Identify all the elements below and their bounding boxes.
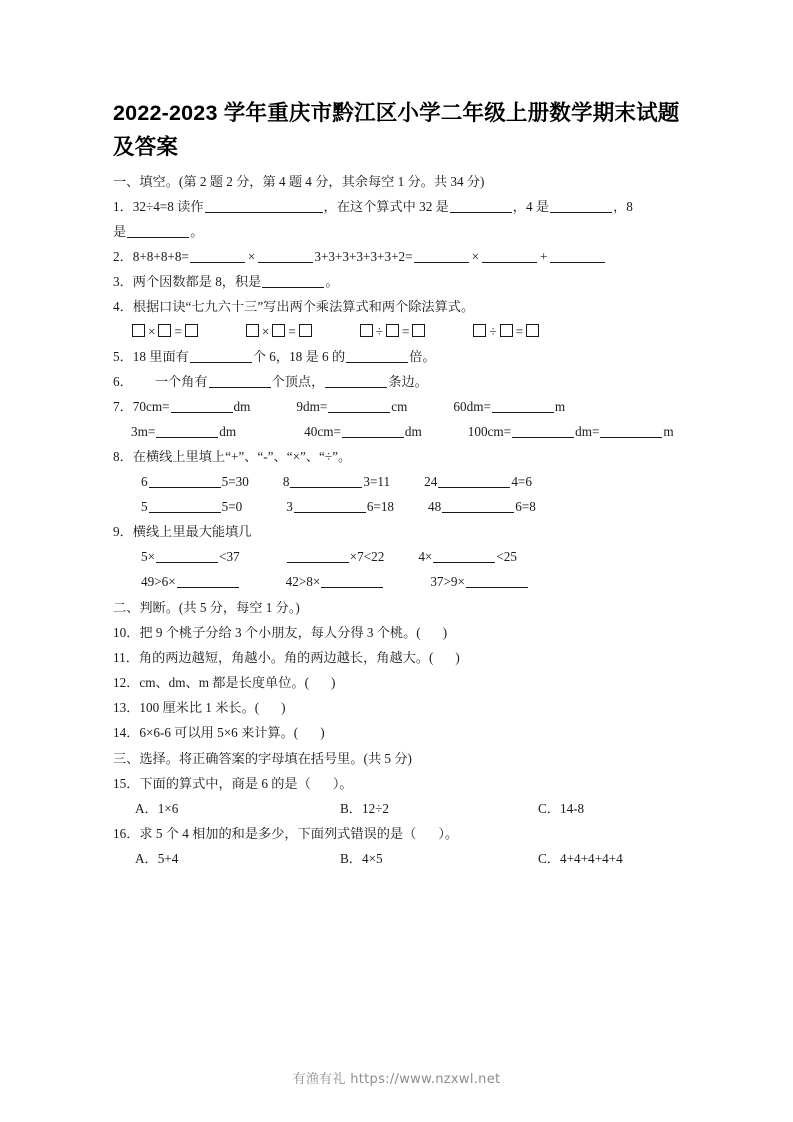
equals-symbol: = <box>174 324 182 339</box>
question-8-text: 在横线上里填上“+”、“-”、“×”、“÷”。 <box>132 449 352 464</box>
answer-box[interactable] <box>132 324 145 337</box>
answer-box[interactable] <box>412 324 425 337</box>
answer-blank[interactable] <box>321 575 383 588</box>
question-12-tail: ) <box>330 675 336 690</box>
question-15-tail: ）。 <box>332 776 353 791</box>
multiply-operator: × <box>247 249 256 264</box>
q8-r1-c2-left: 8 <box>282 474 290 489</box>
question-3-text-b: 。 <box>325 274 339 289</box>
box-equation-3[interactable] <box>359 324 427 339</box>
question-10-number: 10． <box>113 625 140 640</box>
answer-blank[interactable] <box>149 475 221 488</box>
option-b[interactable]: B．12÷2 <box>340 801 390 816</box>
answer-blank[interactable] <box>550 200 612 213</box>
question-1-text-e: 是 <box>113 224 127 239</box>
option-a[interactable]: A．5+4 <box>135 851 179 866</box>
q8-r2-c1-left: 5 <box>141 499 148 514</box>
q8-r2-c3-left: 48 <box>428 499 442 514</box>
option-a[interactable]: A．1×6 <box>135 801 179 816</box>
q7-r1-c1-left: 70cm= <box>132 399 170 414</box>
answer-box[interactable] <box>473 324 486 337</box>
question-16-tail: ）。 <box>438 826 459 841</box>
answer-blank[interactable] <box>294 500 366 513</box>
q9-r1-c3-right: <25 <box>496 549 517 564</box>
operator-symbol: ÷ <box>375 324 383 339</box>
q7-r2-c1-right: dm <box>219 424 237 439</box>
option-b[interactable]: B．4×5 <box>340 851 383 866</box>
box-equation-1[interactable] <box>131 324 199 339</box>
q8-r2-c3-right: 6=8 <box>515 499 536 514</box>
section-heading-fill-in-blank: 一、填空。(第 2 题 2 分，第 4 题 4 分，其余每空 1 分。共 34 分) <box>113 174 485 189</box>
answer-box[interactable] <box>246 324 259 337</box>
question-16-options <box>113 851 683 867</box>
equals-symbol: = <box>402 324 410 339</box>
question-11-text: 角的两边越短，角越小。角的两边越长，角越大。( <box>138 650 434 665</box>
answer-blank[interactable] <box>190 350 252 363</box>
answer-blank[interactable] <box>438 475 510 488</box>
answer-blank[interactable] <box>492 400 554 413</box>
question-1-number: 1． <box>113 199 133 214</box>
question-14-tail: ) <box>320 725 325 740</box>
question-11 <box>113 650 683 666</box>
answer-box[interactable] <box>500 324 513 337</box>
question-15-text: 下面的算式中，商是 6 的是（ <box>139 776 311 791</box>
q7-r1-c3-left: 60dm= <box>453 399 491 414</box>
question-13-text: 100 厘米比 1 米长。( <box>139 700 260 715</box>
answer-blank[interactable] <box>466 575 528 588</box>
answer-box[interactable] <box>299 324 312 337</box>
answer-blank[interactable] <box>190 250 245 263</box>
question-9 <box>113 524 683 540</box>
multiply-operator: × <box>471 249 479 264</box>
operator-symbol: ÷ <box>489 324 497 339</box>
q9-r1-c1-right: <37 <box>219 549 240 564</box>
question-11-tail: ) <box>455 650 460 665</box>
question-2 <box>113 249 683 265</box>
q8-r1-c2-right: 3=11 <box>363 474 391 489</box>
question-11-number: 11． <box>113 650 139 665</box>
question-1 <box>113 199 683 215</box>
answer-blank[interactable] <box>290 475 362 488</box>
question-14-text: 6×6-6 可以用 5×6 来计算。( <box>139 725 299 740</box>
question-5 <box>113 349 683 365</box>
question-6-number: 6． <box>113 374 133 389</box>
question-14 <box>113 725 683 741</box>
question-12-text: cm、dm、m 都是长度单位。( <box>139 675 309 690</box>
answer-blank[interactable] <box>177 575 239 588</box>
question-13-number: 13． <box>113 700 140 715</box>
q7-r2-c1-left: 3m= <box>131 424 156 439</box>
answer-blank[interactable] <box>156 550 218 563</box>
question-12-number: 12． <box>113 675 140 690</box>
question-1-text-f: 。 <box>190 224 204 239</box>
question-5-text-a: 18 里面有 <box>132 349 189 364</box>
question-6-text-b: 个顶点， <box>271 374 325 389</box>
answer-blank[interactable] <box>328 400 390 413</box>
footer-watermark <box>0 1068 793 1087</box>
q8-r1-c1-left: 6 <box>141 474 148 489</box>
answer-box[interactable] <box>360 324 373 337</box>
question-10-tail: ) <box>442 625 448 640</box>
answer-blank[interactable] <box>258 250 313 263</box>
q9-r2-c2-left: 42>8× <box>285 574 321 589</box>
answer-blank[interactable] <box>550 250 605 263</box>
answer-blank[interactable] <box>205 200 323 213</box>
operator-symbol: × <box>261 324 270 339</box>
q7-r1-c1-right: dm <box>233 399 251 414</box>
question-12 <box>113 675 683 691</box>
answer-box[interactable] <box>526 324 539 337</box>
question-6-text-a: 一个角有 <box>154 374 208 389</box>
page-title: 2022-2023 学年重庆市黔江区小学二年级上册数学期末试题及答案 <box>113 101 680 159</box>
answer-blank[interactable] <box>342 425 404 438</box>
question-15-number: 15． <box>113 776 140 791</box>
answer-blank[interactable] <box>482 250 537 263</box>
plus-operator: + <box>540 249 548 264</box>
question-9-number: 9． <box>113 524 133 539</box>
question-10-text: 把 9 个桃子分给 3 个小朋友，每人分得 3 个桃。( <box>139 625 421 640</box>
question-7-number: 7． <box>113 399 133 414</box>
answer-blank[interactable] <box>156 425 218 438</box>
q7-r2-c3-left: 100cm= <box>467 424 512 439</box>
answer-blank[interactable] <box>325 375 387 388</box>
q7-r1-c3-right: m <box>554 399 566 414</box>
question-8-row-2 <box>113 499 683 515</box>
question-8 <box>113 449 683 465</box>
question-4-number: 4． <box>113 299 133 314</box>
footer-text: 有渔有礼 https://www.nzxwl.net <box>292 1072 501 1087</box>
equals-symbol: = <box>515 324 524 339</box>
question-7 <box>113 399 683 415</box>
q8-r2-c1-right: 5=0 <box>221 499 243 514</box>
answer-box[interactable] <box>386 324 399 337</box>
question-5-text-c: 倍。 <box>409 349 436 364</box>
question-1-text-a: 32÷4=8 读作 <box>132 199 204 214</box>
question-9-row-2 <box>113 574 683 590</box>
question-13-tail: ) <box>281 700 286 715</box>
question-3-number: 3． <box>113 274 133 289</box>
question-14-number: 14． <box>113 725 140 740</box>
question-8-number: 8． <box>113 449 133 464</box>
question-16-text: 求 5 个 4 相加的和是多少，下面列式错误的是（ <box>139 826 417 841</box>
question-1-text-d: ，8 <box>613 199 633 214</box>
answer-blank[interactable] <box>149 500 221 513</box>
q7-r1-c2-left: 9dm= <box>296 399 328 414</box>
answer-blank[interactable] <box>600 425 662 438</box>
question-1-text-b: ，在这个算式中 32 是 <box>323 199 449 214</box>
q8-r2-c2-left: 3 <box>286 499 293 514</box>
section-heading-true-false: 二、判断。(共 5 分，每空 1 分。) <box>113 600 300 615</box>
answer-blank[interactable] <box>127 225 189 238</box>
question-2-expr-a: 8+8+8+8= <box>132 249 189 264</box>
answer-blank[interactable] <box>512 425 574 438</box>
question-4-box-row <box>113 324 683 340</box>
box-equation-4[interactable] <box>472 324 540 339</box>
question-16-number: 16． <box>113 826 140 841</box>
answer-blank[interactable] <box>209 375 271 388</box>
answer-blank[interactable] <box>287 550 349 563</box>
q8-r2-c2-right: 6=18 <box>366 499 395 514</box>
answer-blank[interactable] <box>171 400 233 413</box>
question-3 <box>113 274 683 290</box>
question-9-text: 横线上里最大能填几 <box>132 524 252 539</box>
answer-blank[interactable] <box>262 275 324 288</box>
q9-r1-c1-left: 5× <box>141 549 156 564</box>
question-16 <box>113 826 683 842</box>
q7-r2-c2-right: dm <box>404 424 422 439</box>
question-8-row-1 <box>113 474 683 490</box>
answer-blank[interactable] <box>433 550 495 563</box>
q7-r2-c2-left: 40cm= <box>304 424 341 439</box>
q8-r1-c3-right: 4=6 <box>511 474 532 489</box>
q8-r1-c3-left: 24 <box>424 474 438 489</box>
q7-r1-c2-right: cm <box>391 399 408 414</box>
q7-r2-c3-right: m <box>663 424 674 439</box>
answer-box[interactable] <box>272 324 285 337</box>
q9-r1-c2-right: ×7<22 <box>349 549 385 564</box>
q9-r2-c3-left: 37>9× <box>430 574 465 589</box>
q9-r2-c1-left: 49>6× <box>141 574 176 589</box>
question-5-text-b: 个 6，18 是 6 的 <box>252 349 346 364</box>
q9-r1-c3-left: 4× <box>418 549 433 564</box>
box-equation-2[interactable] <box>245 324 313 339</box>
question-15 <box>113 776 683 792</box>
question-9-row-1 <box>113 549 683 565</box>
question-6-text-c: 条边。 <box>388 374 428 389</box>
question-2-number: 2． <box>113 249 133 264</box>
document-body <box>113 96 683 876</box>
answer-blank[interactable] <box>414 250 469 263</box>
question-7-row-2 <box>113 424 683 440</box>
question-15-options <box>113 801 683 817</box>
question-4-text: 根据口诀“七九六十三”写出两个乘法算式和两个除法算式。 <box>132 299 475 314</box>
question-1-continued <box>113 224 683 240</box>
question-5-number: 5． <box>113 349 133 364</box>
answer-box[interactable] <box>185 324 198 337</box>
answer-blank[interactable] <box>346 350 408 363</box>
question-2-expr-b: 3+3+3+3+3+3+2= <box>314 249 413 264</box>
q8-r1-c1-right: 5=30 <box>221 474 249 489</box>
question-10 <box>113 625 683 641</box>
q7-r2-c3-mid: dm= <box>575 424 600 439</box>
operator-symbol: × <box>148 324 156 339</box>
question-1-text-c: ，4 是 <box>512 199 550 214</box>
option-c[interactable]: C．4+4+4+4+4 <box>538 851 623 866</box>
section-heading-multiple-choice: 三、选择。将正确答案的字母填在括号里。(共 5 分) <box>113 751 412 766</box>
option-c[interactable]: C．14-8 <box>538 801 585 816</box>
answer-blank[interactable] <box>442 500 514 513</box>
answer-box[interactable] <box>158 324 171 337</box>
question-13 <box>113 700 683 716</box>
question-6 <box>113 374 683 390</box>
equals-symbol: = <box>288 324 296 339</box>
question-4 <box>113 299 683 315</box>
answer-blank[interactable] <box>450 200 512 213</box>
question-3-text-a: 两个因数都是 8，积是 <box>132 274 262 289</box>
